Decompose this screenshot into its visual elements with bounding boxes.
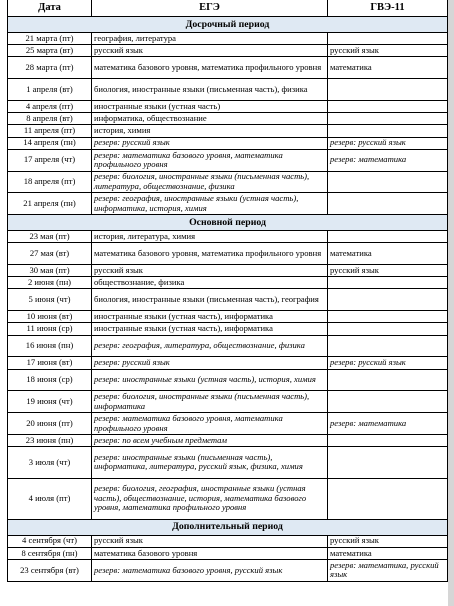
table-row <box>8 231 448 243</box>
cell-date: 28 марта (пт) <box>8 57 92 79</box>
cell-gve <box>328 357 448 369</box>
cell-ege: история, химия <box>92 125 328 137</box>
cell-gve-text: резерв: математика, русский язык <box>330 559 439 580</box>
header-ege: ЕГЭ <box>92 0 328 17</box>
cell-date: 11 июня (ср) <box>8 323 92 335</box>
cell-gve <box>328 193 448 215</box>
cell-gve <box>328 478 448 519</box>
cell-ege: русский язык <box>92 265 328 277</box>
cell-date: 23 июня (пн) <box>8 435 92 447</box>
cell-date: 23 сентября (вт) <box>8 559 92 581</box>
cell-ege <box>92 559 328 581</box>
cell-gve-text: резерв: русский язык <box>330 357 406 368</box>
cell-date: 4 июля (пт) <box>8 478 92 519</box>
cell-gve-text: резерв: математика <box>330 154 407 165</box>
cell-ege: иностранные языки (устная часть), информатика <box>92 311 328 323</box>
cell-ege: математика базового уровня, математика профильного уровня <box>92 243 328 265</box>
cell-date: 30 мая (пт) <box>8 265 92 277</box>
cell-gve: математика <box>328 57 448 79</box>
cell-date: 4 апреля (пт) <box>8 100 92 112</box>
cell-ege <box>92 478 328 519</box>
cell-gve <box>328 335 448 357</box>
cell-gve: русский язык <box>328 45 448 57</box>
table-row <box>8 478 448 519</box>
table-row <box>8 277 448 289</box>
cell-ege: история, литература, химия <box>92 231 328 243</box>
cell-ege <box>92 171 328 193</box>
table-row <box>8 335 448 357</box>
header-row <box>8 0 448 17</box>
cell-gve <box>328 33 448 45</box>
section-row <box>8 17 448 33</box>
table-row <box>8 535 448 547</box>
cell-date: 14 апреля (пн) <box>8 137 92 149</box>
exam-schedule-table <box>7 0 448 582</box>
cell-date: 21 марта (пт) <box>8 33 92 45</box>
table-row <box>8 357 448 369</box>
cell-gve: математика <box>328 243 448 265</box>
cell-gve <box>328 323 448 335</box>
cell-date: 8 апреля (вт) <box>8 113 92 125</box>
cell-gve <box>328 277 448 289</box>
cell-ege <box>92 369 328 391</box>
cell-ege: иностранные языки (устная часть) <box>92 100 328 112</box>
cell-date: 17 апреля (чт) <box>8 149 92 171</box>
cell-ege-text: резерв: математика базового уровня, русский язык <box>94 564 283 575</box>
cell-date: 1 апреля (вт) <box>8 79 92 101</box>
cell-date: 21 апреля (пн) <box>8 193 92 215</box>
section-title: Дополнительный период <box>8 519 448 535</box>
table-row <box>8 369 448 391</box>
table-row <box>8 289 448 311</box>
table-row <box>8 79 448 101</box>
section-title: Основной период <box>8 215 448 231</box>
table-row <box>8 100 448 112</box>
cell-gve <box>328 413 448 435</box>
cell-gve <box>328 311 448 323</box>
cell-ege: информатика, обществознание <box>92 113 328 125</box>
cell-gve-text: резерв: русский язык <box>330 137 406 148</box>
section-row <box>8 215 448 231</box>
cell-date: 16 июня (пн) <box>8 335 92 357</box>
cell-ege: иностранные языки (устная часть), информатика <box>92 323 328 335</box>
table-row <box>8 559 448 581</box>
cell-date: 19 июня (чт) <box>8 391 92 413</box>
cell-ege-text: резерв: математика базового уровня, математика профильного уровня <box>94 413 283 433</box>
cell-gve <box>328 149 448 171</box>
cell-ege <box>92 357 328 369</box>
table-row <box>8 265 448 277</box>
cell-ege: биология, иностранные языки (письменная часть), физика <box>92 79 328 101</box>
cell-date: 10 июня (вт) <box>8 311 92 323</box>
cell-date: 11 апреля (пт) <box>8 125 92 137</box>
table-row <box>8 149 448 171</box>
cell-gve <box>328 125 448 137</box>
table-row <box>8 391 448 413</box>
table-body <box>8 0 448 581</box>
table-row <box>8 547 448 559</box>
cell-gve <box>328 391 448 413</box>
table-row <box>8 413 448 435</box>
cell-gve <box>328 231 448 243</box>
cell-gve <box>328 369 448 391</box>
cell-ege <box>92 447 328 478</box>
cell-gve: русский язык <box>328 265 448 277</box>
cell-ege-text: резерв: география, литература, обществознание, физика <box>94 340 305 351</box>
cell-ege: русский язык <box>92 45 328 57</box>
cell-ege-text: резерв: биология, иностранные языки (письменная часть), информатика <box>94 391 310 411</box>
table-row <box>8 323 448 335</box>
cell-gve-text: резерв: математика <box>330 417 407 428</box>
cell-gve <box>328 100 448 112</box>
cell-ege-text: резерв: иностранные языки (письменная часть), информатика, литература, русский язык, физика, химия <box>94 451 303 472</box>
cell-gve: математика <box>328 547 448 559</box>
cell-date: 3 июля (чт) <box>8 447 92 478</box>
table-row <box>8 125 448 137</box>
table-row <box>8 33 448 45</box>
cell-date: 18 июня (ср) <box>8 369 92 391</box>
cell-gve: русский язык <box>328 535 448 547</box>
cell-date: 27 мая (вт) <box>8 243 92 265</box>
table-row <box>8 311 448 323</box>
table-row <box>8 171 448 193</box>
cell-date: 4 сентября (чт) <box>8 535 92 547</box>
cell-ege-text: резерв: иностранные языки (устная часть), история, химия <box>94 374 316 385</box>
table-row <box>8 243 448 265</box>
cell-date: 18 апреля (пт) <box>8 171 92 193</box>
section-row <box>8 519 448 535</box>
cell-gve <box>328 559 448 581</box>
table-row <box>8 45 448 57</box>
cell-gve <box>328 171 448 193</box>
cell-ege: география, литература <box>92 33 328 45</box>
cell-date: 25 марта (вт) <box>8 45 92 57</box>
table-row <box>8 113 448 125</box>
cell-ege <box>92 137 328 149</box>
section-title: Досрочный период <box>8 17 448 33</box>
cell-ege-text: резерв: русский язык <box>94 357 170 368</box>
cell-gve <box>328 289 448 311</box>
cell-ege: обществознание, физика <box>92 277 328 289</box>
cell-gve <box>328 137 448 149</box>
cell-date: 17 июня (вт) <box>8 357 92 369</box>
scrollbar-track[interactable] <box>448 0 454 606</box>
cell-ege-text: резерв: биология, иностранные языки (письменная часть), литература, обществознание, физика <box>94 171 310 191</box>
cell-gve <box>328 435 448 447</box>
cell-date: 2 июня (пн) <box>8 277 92 289</box>
header-gve: ГВЭ-11 <box>328 0 448 17</box>
header-date: Дата <box>8 0 92 17</box>
cell-gve <box>328 79 448 101</box>
cell-ege <box>92 193 328 215</box>
table-row <box>8 193 448 215</box>
cell-ege <box>92 149 328 171</box>
cell-ege: биология, иностранные языки (письменная часть), география <box>92 289 328 311</box>
cell-ege <box>92 435 328 447</box>
cell-date: 5 июня (чт) <box>8 289 92 311</box>
table-row <box>8 447 448 478</box>
cell-date: 20 июня (пт) <box>8 413 92 435</box>
cell-ege-text: резерв: по всем учебным предметам <box>94 434 227 445</box>
table-row <box>8 137 448 149</box>
cell-date: 8 сентября (пн) <box>8 547 92 559</box>
cell-ege <box>92 335 328 357</box>
cell-ege-text: резерв: математика базового уровня, математика профильного уровня <box>94 149 283 170</box>
cell-date: 23 мая (пт) <box>8 231 92 243</box>
cell-ege <box>92 391 328 413</box>
cell-ege-text: резерв: география, иностранные языки (устная часть), информатика, история, химия <box>94 193 299 213</box>
cell-ege: математика базового уровня <box>92 547 328 559</box>
table-row <box>8 57 448 79</box>
cell-ege: русский язык <box>92 535 328 547</box>
cell-ege: математика базового уровня, математика профильного уровня <box>92 57 328 79</box>
cell-ege <box>92 413 328 435</box>
table-row <box>8 435 448 447</box>
cell-gve <box>328 113 448 125</box>
cell-ege-text: резерв: биология, география, иностранные языки (устная часть), обществознание, история, математика базового уровня, математика профильного уровня <box>94 483 307 513</box>
cell-ege-text: резерв: русский язык <box>94 137 170 148</box>
cell-gve <box>328 447 448 478</box>
